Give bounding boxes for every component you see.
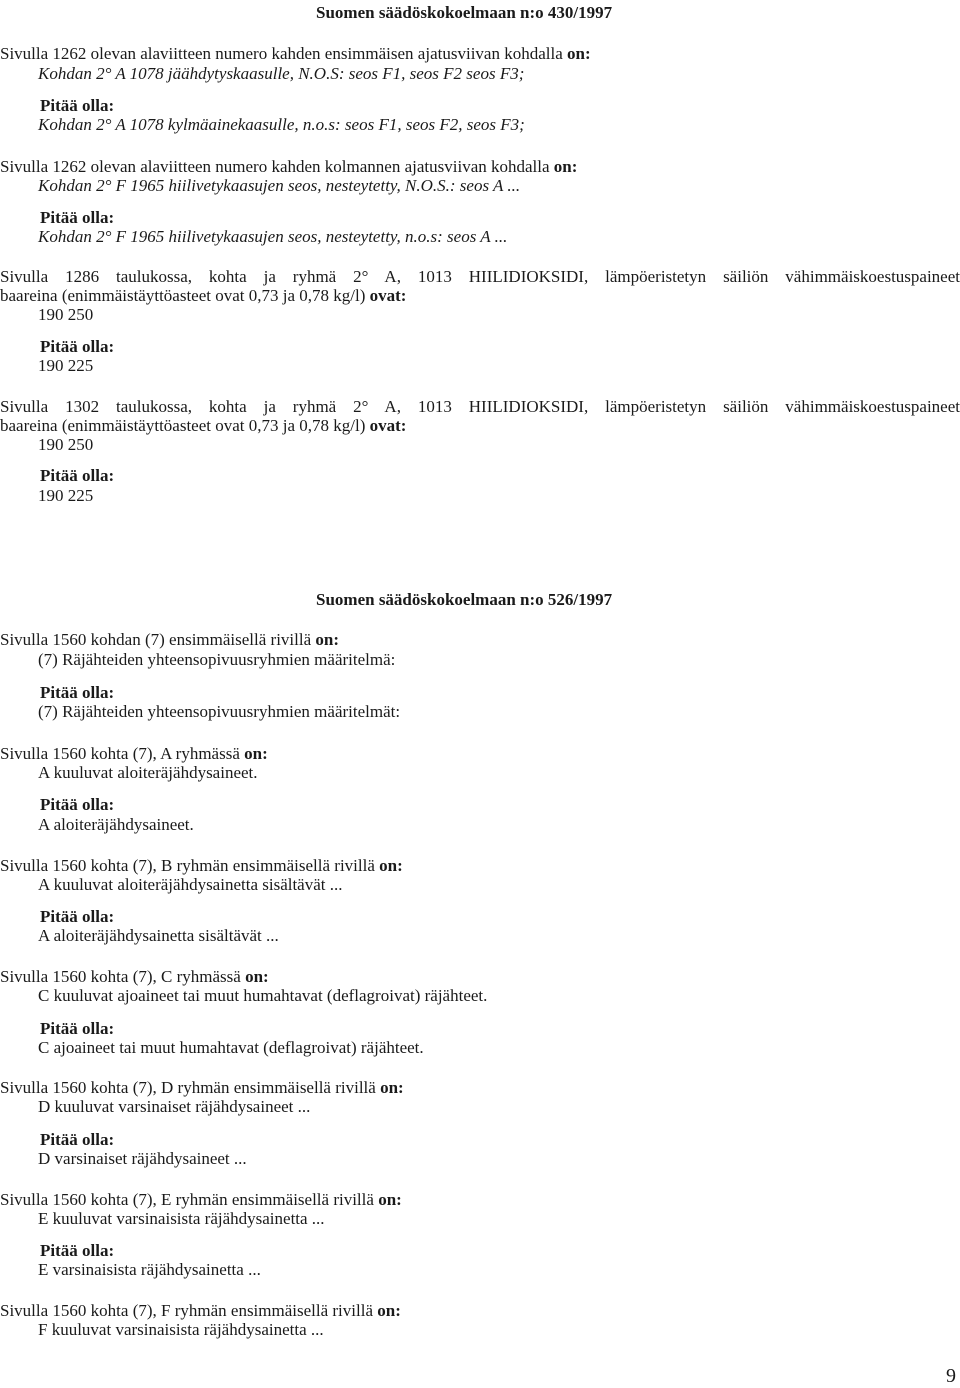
on-label: on: — [567, 44, 591, 63]
corrected-text: E varsinaisista räjähdysainetta ... — [38, 1260, 261, 1279]
current-text: Kohdan 2° F 1965 hiilivetykaasujen seos, nesteytetty, N.O.S.: seos A ... — [38, 176, 521, 195]
corrected-text: Kohdan 2° F 1965 hiilivetykaasujen seos, nesteytetty, n.o.s: seos A ... — [38, 227, 508, 246]
corrected-text: A aloiteräjähdysainetta sisältävät ... — [38, 926, 279, 945]
item-intro-text: baareina (enimmäistäyttöasteet ovat 0,73 ja 0,78 kg/l) — [0, 286, 370, 305]
item-intro — [0, 157, 577, 177]
should-be-label: Pitää olla: — [40, 208, 115, 227]
on-label: on: — [553, 157, 578, 176]
corrected-text: D varsinaiset räjähdysaineet ... — [38, 1149, 247, 1168]
item-intro-text: Sivulla 1560 kohta (7), B ryhmän ensimmäisellä rivillä — [0, 856, 380, 875]
item-intro-text: Sivulla 1560 kohta (7), F ryhmän ensimmäisellä rivillä — [0, 1301, 378, 1320]
item-intro — [0, 1301, 401, 1321]
item-intro — [0, 1190, 402, 1210]
on-label: on: — [379, 856, 403, 875]
ovat-label: ovat: — [369, 416, 407, 435]
item-intro: Sivulla 1286 taulukossa, kohta ja ryhmä 2° A, 1013 HIILIDIOKSIDI, lämpöeristetyn säiliön vähimmäiskoestuspaineet — [0, 267, 960, 286]
item-intro-text: Sivulla 1262 olevan alaviitteen numero kahden kolmannen ajatusviivan kohdalla — [0, 157, 554, 176]
should-be-label: Pitää olla: — [40, 683, 115, 702]
item-intro — [0, 44, 591, 64]
item-intro — [0, 744, 268, 764]
item-intro — [0, 286, 406, 306]
should-be-label: Pitää olla: — [40, 1130, 115, 1149]
corrected-text: 190 225 — [38, 486, 94, 505]
on-label: on: — [377, 1301, 401, 1320]
on-label: on: — [244, 744, 268, 763]
ovat-label: ovat: — [369, 286, 407, 305]
corrected-text: (7) Räjähteiden yhteensopivuusryhmien määritelmät: — [38, 702, 401, 721]
current-text: D kuuluvat varsinaiset räjähdysaineet ... — [38, 1097, 311, 1116]
current-text: C kuuluvat ajoaineet tai muut humahtavat (deflagroivat) räjähteet. — [38, 986, 488, 1005]
current-text: E kuuluvat varsinaisista räjähdysainetta ... — [38, 1209, 325, 1228]
on-label: on: — [315, 630, 340, 649]
item-intro — [0, 630, 339, 650]
on-label: on: — [380, 1078, 404, 1097]
item-intro — [0, 967, 269, 987]
on-label: on: — [245, 967, 269, 986]
should-be-label: Pitää olla: — [40, 466, 115, 485]
current-text: A kuuluvat aloiteräjähdysaineet. — [38, 763, 258, 782]
item-intro — [0, 1078, 404, 1098]
current-text: F kuuluvat varsinaisista räjähdysainetta ... — [38, 1320, 324, 1339]
page-number: 9 — [946, 1365, 956, 1387]
corrected-text: C ajoaineet tai muut humahtavat (deflagroivat) räjähteet. — [38, 1038, 424, 1057]
should-be-label: Pitää olla: — [40, 96, 115, 115]
should-be-label: Pitää olla: — [40, 337, 115, 356]
section-title: Suomen säädöskokoelmaan n:o 430/1997 — [316, 3, 613, 22]
current-text: Kohdan 2° A 1078 jäähdytyskaasulle, N.O.S: seos F1, seos F2 seos F3; — [38, 64, 525, 83]
corrected-text: A aloiteräjähdysaineet. — [38, 815, 194, 834]
on-label: on: — [378, 1190, 402, 1209]
item-intro: Sivulla 1302 taulukossa, kohta ja ryhmä 2° A, 1013 HIILIDIOKSIDI, lämpöeristetyn säiliön vähimmäiskoestuspaineet — [0, 397, 960, 416]
item-intro-text: Sivulla 1560 kohdan (7) ensimmäisellä rivillä — [0, 630, 316, 649]
item-intro-text: Sivulla 1560 kohta (7), A ryhmässä — [0, 744, 245, 763]
corrected-text: Kohdan 2° A 1078 kylmäainekaasulle, n.o.s: seos F1, seos F2, seos F3; — [38, 115, 525, 134]
should-be-label: Pitää olla: — [40, 1019, 115, 1038]
item-intro-text: Sivulla 1262 olevan alaviitteen numero kahden ensimmäisen ajatusviivan kohdalla — [0, 44, 567, 63]
item-intro-text: Sivulla 1560 kohta (7), D ryhmän ensimmäisellä rivillä — [0, 1078, 381, 1097]
item-intro — [0, 856, 403, 876]
should-be-label: Pitää olla: — [40, 907, 115, 926]
current-text: 190 250 — [38, 305, 94, 324]
should-be-label: Pitää olla: — [40, 1241, 115, 1260]
item-intro-text: Sivulla 1560 kohta (7), C ryhmässä — [0, 967, 246, 986]
should-be-label: Pitää olla: — [40, 795, 115, 814]
item-intro-text: Sivulla 1560 kohta (7), E ryhmän ensimmäisellä rivillä — [0, 1190, 379, 1209]
section-title: Suomen säädöskokoelmaan n:o 526/1997 — [316, 590, 613, 609]
current-text: (7) Räjähteiden yhteensopivuusryhmien määritelmä: — [38, 650, 396, 669]
current-text: A kuuluvat aloiteräjähdysainetta sisältävät ... — [38, 875, 343, 894]
item-intro — [0, 416, 406, 436]
item-intro-text: baareina (enimmäistäyttöasteet ovat 0,73 ja 0,78 kg/l) — [0, 416, 370, 435]
corrected-text: 190 225 — [38, 356, 94, 375]
current-text: 190 250 — [38, 435, 94, 454]
